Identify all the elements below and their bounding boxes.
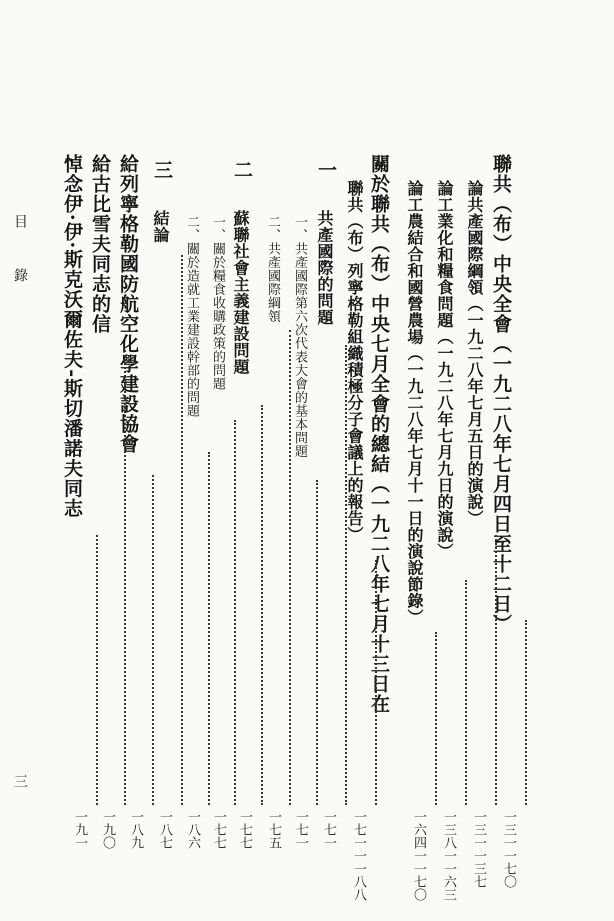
entry-title: 關於聯共（布）中央七月全會的總結（一九二八年七月十三日在 xyxy=(368,154,390,714)
dot-leader xyxy=(261,405,263,805)
dot-leader xyxy=(152,475,154,805)
dot-leader xyxy=(124,350,126,805)
entry-title: 聯共（布）中央全會（一九二八年七月四日至十二日） xyxy=(490,154,512,634)
entry-title: 論工農結合和國營農場（一九二八年七月十一日的演說節錄） xyxy=(405,180,424,626)
page: 目 錄 三 聯共（布）中央全會（一九二八年七月四日至十二日） 一三一一七〇 論共產國際綱領（一九二八年七月五日的演說） 一三一一三七 論工業化和糧食問題（一九二八年七月九日的演說） 一三八一一六三 論工農結合和國營農場（一九二八年七月十一日的演說節錄） 一六四一一七〇 關於聯共（布）中央七月全會的總結（一九二八年七月十三日在 聯共（布）列寧格勒組織積極分子會議上的報告） 一七一一一八八 一 共產國際的問題 一七一 一、共產國際第六次代表大會的基本問題 一七一 二、共產國際綱領 一七五 二 蘇聯社會主義建設問題 一七七 一、關於糧食收購政策的問題 一七七 二、關於造就工業建設幹部的問題 一八六 三 結論 一八七 給列寧格勒國防航空化學建設協會 一八九 給古比雪夫同志的信 一九〇 悼念伊·伊·斯克沃爾佐夫-斯切潘諾夫同志 一九一 xyxy=(0,0,614,921)
header-page-number: 三 xyxy=(12,774,28,792)
entry-title: 共產國際的問題 xyxy=(315,210,334,326)
entry-title: 給古比雪夫同志的信 xyxy=(89,154,111,334)
entry-title: 聯共（布）列寧格勒組織積極分子會議上的報告） xyxy=(345,180,364,543)
entry-title: 結論 xyxy=(151,210,170,243)
dot-leader xyxy=(234,420,236,805)
entry-title: 一、關於糧食收購政策的問題 xyxy=(210,215,225,391)
entry-title: 二、關於造就工業建設幹部的問題 xyxy=(184,215,199,418)
dot-leader xyxy=(375,560,377,805)
entry-title: 一、共產國際第六次代表大會的基本問題 xyxy=(292,215,307,458)
entry-title: 給列寧格勒國防航空化學建設協會 xyxy=(117,154,139,454)
dot-leader xyxy=(316,480,318,805)
dot-leader xyxy=(525,620,527,805)
entry-title: 蘇聯社會主義建設問題 xyxy=(231,210,250,375)
dot-leader xyxy=(96,535,98,805)
dot-leader xyxy=(435,632,437,805)
dot-leader xyxy=(465,580,467,805)
dot-leader xyxy=(181,255,183,805)
dot-leader xyxy=(289,330,291,805)
dot-leader xyxy=(345,345,347,805)
entry-title: 二、共產國際綱領 xyxy=(265,215,280,323)
entry-title: 論工業化和糧食問題（一九二八年七月九日的演說） xyxy=(435,180,454,560)
dot-leader xyxy=(495,535,497,805)
dot-leader xyxy=(208,452,210,805)
header-title: 目 錄 xyxy=(12,214,28,286)
entry-title: 論共產國際綱領（一九二八年七月五日的演說） xyxy=(465,180,484,527)
entry-title: 悼念伊·伊·斯克沃爾佐夫-斯切潘諾夫同志 xyxy=(61,154,83,519)
